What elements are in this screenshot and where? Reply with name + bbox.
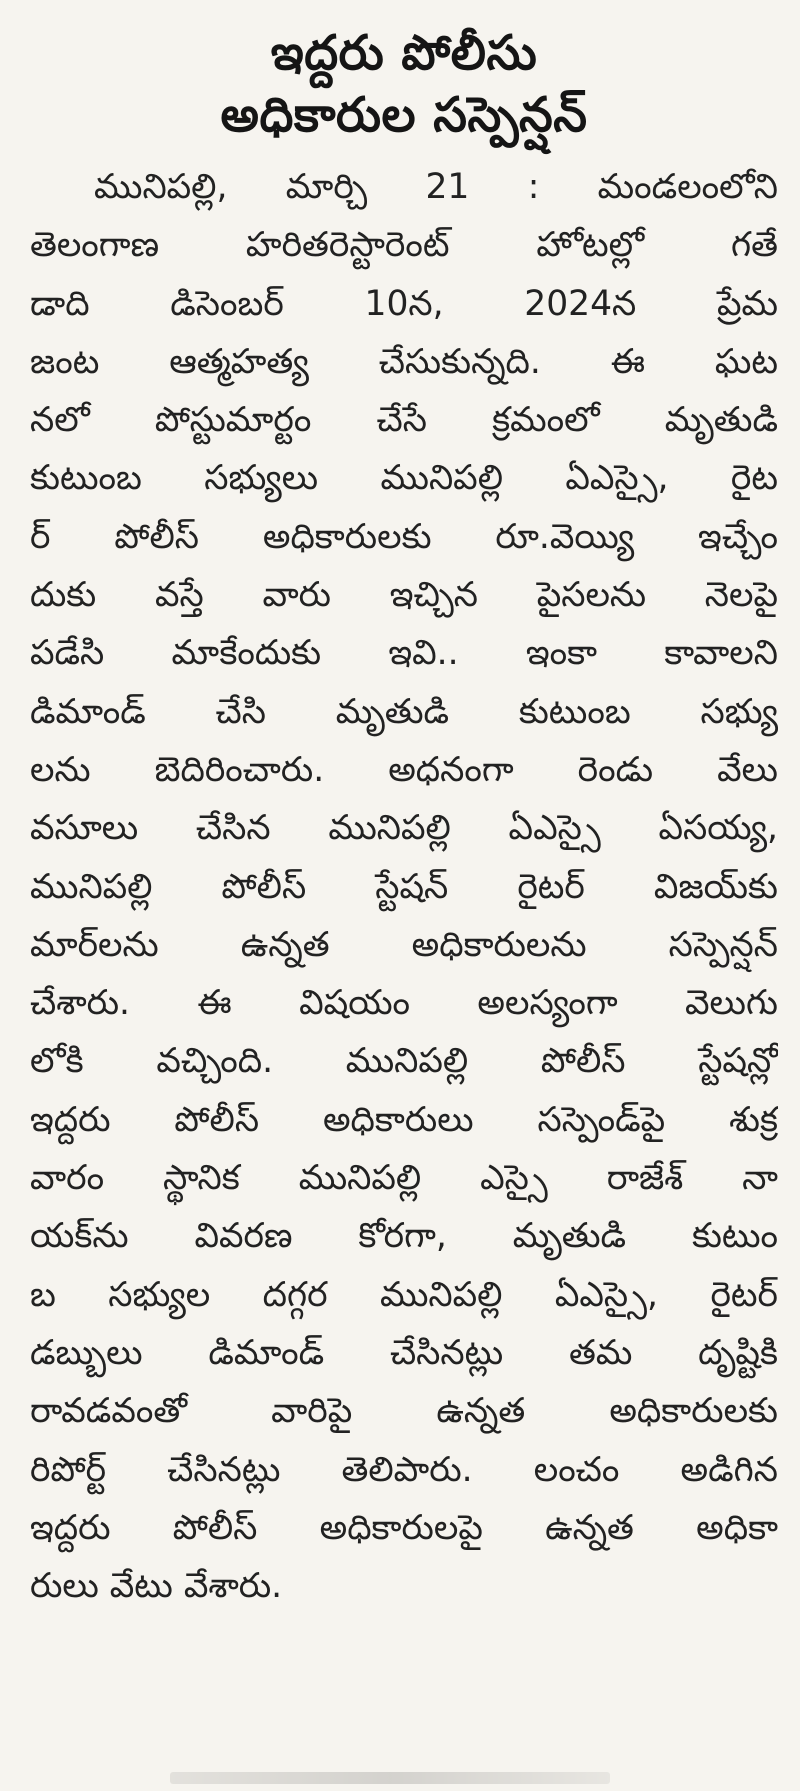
article-line: పడేసి మాకేందుకు ఇవి.. ఇంకా కావాలని	[30, 633, 778, 674]
headline-line-2: అధికారుల సస్పెన్షన్	[220, 87, 588, 143]
article-line: రావడవంతో వారిపై ఉన్నత అధికారులకు	[30, 1391, 778, 1432]
article-line: వసూలు చేసిన మునిపల్లి ఏఎస్సై ఏసయ్య,	[30, 808, 778, 849]
article-line: నలో పోస్టుమార్టం చేసే క్రమంలో మృతుడి	[30, 400, 778, 441]
article-line: దుకు వస్తే వారు ఇచ్చిన పైసలను నెలపై	[30, 575, 778, 616]
article-line: తెలంగాణ హరితరెస్టారెంట్ హోటల్లో గతే	[30, 225, 778, 266]
article-line: రిపోర్ట్ చేసినట్లు తెలిపారు. లంచం అడిగిన	[30, 1449, 778, 1490]
article-line: యక్‌ను వివరణ కోరగా, మృతుడి కుటుం	[30, 1216, 778, 1257]
article-line: మునిపల్లి, మార్చి 21 : మండలంలోని	[94, 167, 778, 207]
article-line: ర్ పోలీస్ అధికారులకు రూ.వెయ్యి ఇచ్చేం	[30, 516, 778, 557]
article-line: డాది డిసెంబర్ 10న, 2024న ప్రేమ	[30, 283, 778, 324]
cropped-next-article-edge	[170, 1772, 610, 1784]
article-line: చేశారు. ఈ విషయం అలస్యంగా వెలుగు	[30, 983, 778, 1024]
article-line: జంట ఆత్మహత్య చేసుకున్నది. ఈ ఘట	[30, 341, 778, 382]
headline	[30, 22, 778, 146]
article-line: లను బెదిరించారు. అధనంగా రెండు వేలు	[30, 749, 778, 790]
article-line: కుటుంబ సభ్యులు మునిపల్లి ఏఎస్సై, రైట	[30, 458, 778, 499]
article-line: డిమాండ్ చేసి మృతుడి కుటుంబ సభ్యు	[30, 691, 778, 732]
article-line: లోకి వచ్చింది. మునిపల్లి పోలీస్ స్టేషన్లో	[30, 1041, 778, 1082]
article-body	[30, 158, 778, 1615]
article-line: మార్‌లను ఉన్నత అధికారులను సస్పెన్షన్	[30, 924, 778, 965]
article-line: మునిపల్లి పోలీస్ స్టేషన్ రైటర్ విజయ్‌కు	[30, 866, 778, 907]
article-line: బ సభ్యుల దగ్గర మునిపల్లి ఏఎస్సై, రైటర్	[30, 1274, 778, 1315]
article-line: డబ్బులు డిమాండ్ చేసినట్లు తమ దృష్టికి	[30, 1332, 778, 1373]
article-line: ఇద్దరు పోలీస్ అధికారులపై ఉన్నత అధికా	[30, 1507, 778, 1548]
article-line: రులు వేటు వేశారు.	[30, 1566, 283, 1607]
article-line: ఇద్దరు పోలీస్ అధికారులు సస్పెండ్‌పై శుక్ర	[30, 1099, 778, 1140]
article-line: వారం స్థానిక మునిపల్లి ఎస్సై రాజేశ్ నా	[30, 1158, 778, 1199]
headline-line-1: ఇద్దరు పోలీసు	[270, 25, 538, 81]
